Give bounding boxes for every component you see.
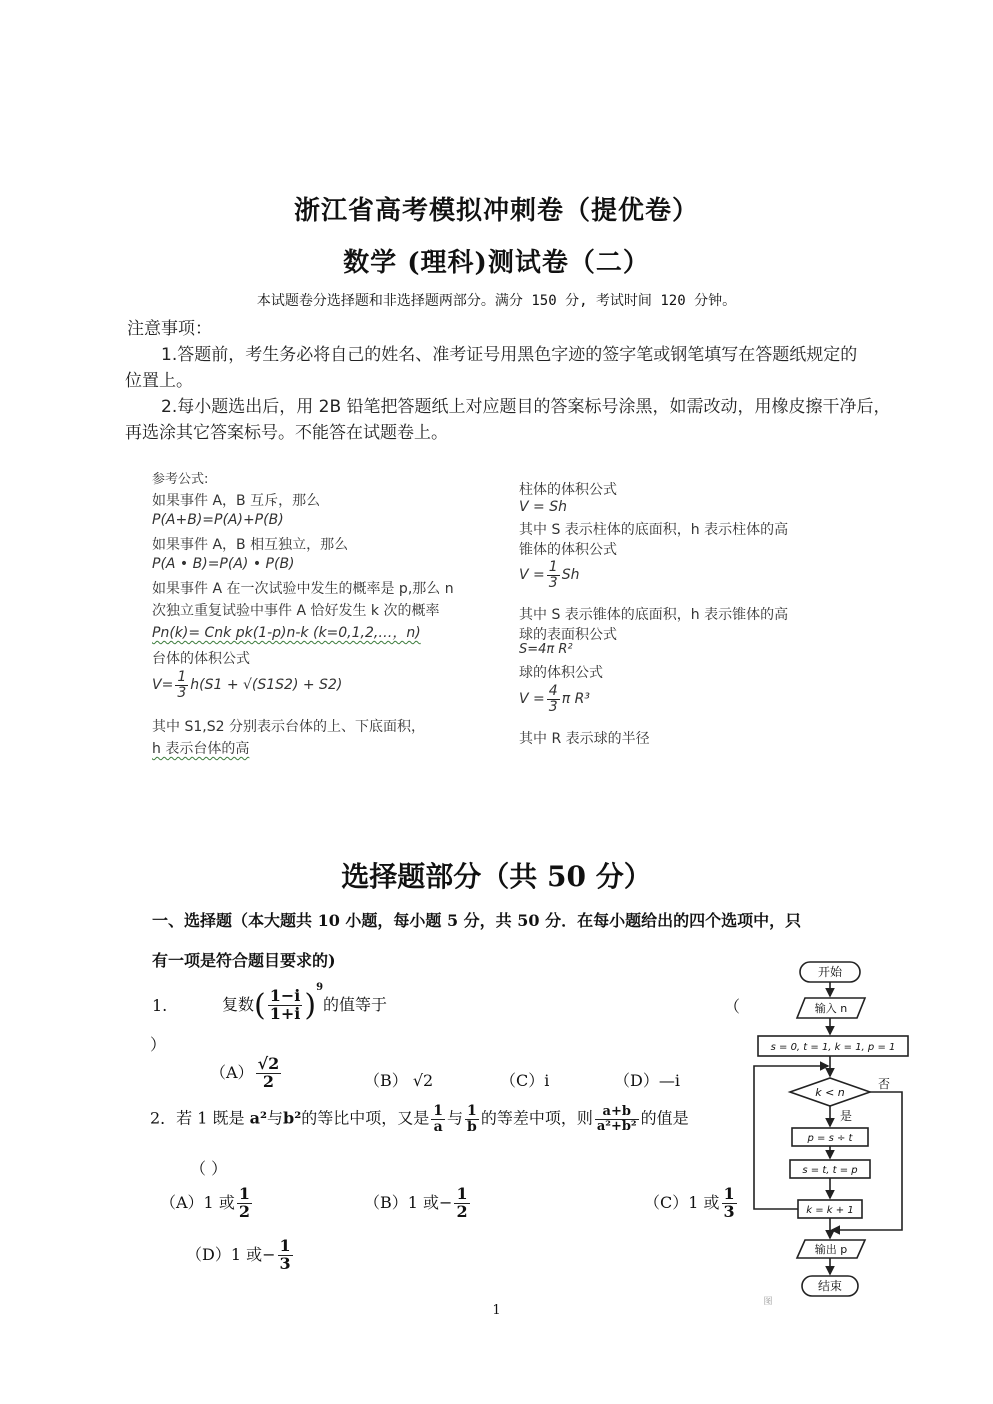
q1-exponent: 9 [316, 982, 324, 993]
flow-output-label: 输出 p [814, 1243, 848, 1256]
q1-fraction [268, 988, 303, 1023]
q1-text: 复数 [222, 995, 255, 1014]
q1-stem [222, 982, 387, 1023]
flow-start-label: 开始 [817, 965, 843, 979]
formula-right-line: S=4π R² [519, 642, 573, 657]
q2-option-c [644, 1186, 739, 1221]
section-title: 选择题部分（共 50 分） [341, 860, 652, 893]
numerator: 1−i [269, 986, 301, 1006]
fraction [547, 560, 560, 590]
denominator: 3 [279, 1253, 291, 1273]
section-instruction-line1: 一、选择题（本大题共 10 小题，每小题 5 分，共 50 分．在每小题给出的四个选项中，只 [152, 911, 802, 930]
flow-step2-label: s = t, t = p [802, 1165, 858, 1176]
denominator: a²+b² [596, 1118, 637, 1134]
notice-item1-line2: 位置上。 [125, 371, 193, 391]
flowchart [748, 958, 918, 1308]
denominator: 3 [548, 698, 558, 715]
flow-yes-label: 是 [839, 1109, 853, 1123]
frustum-volume-formula [152, 670, 342, 700]
numerator: √2 [257, 1054, 280, 1073]
flow-no-label: 否 [877, 1077, 891, 1091]
denominator: a [433, 1118, 443, 1135]
q1-text: 的值等于 [323, 995, 388, 1014]
q2-text: 与 [267, 1108, 284, 1128]
option-label: （B）1 或− [364, 1192, 453, 1212]
notice-heading: 注意事项： [127, 319, 212, 339]
denominator: 3 [177, 684, 187, 701]
formula-right-line: 球的体积公式 [519, 665, 603, 681]
option-label: （A）1 或 [160, 1192, 235, 1212]
option-label: （A） [210, 1062, 254, 1082]
formula-right-line: V = Sh [519, 499, 567, 515]
flow-input-label: 输入 n [814, 1002, 848, 1015]
formula-left-line: 台体的体积公式 [152, 651, 250, 667]
option-fraction [237, 1186, 252, 1221]
flow-init-label: s = 0, t = 1, k = 1, p = 1 [770, 1042, 896, 1053]
q2-text: 2．若 1 既是 [150, 1108, 245, 1128]
q2-text: 的值是 [640, 1108, 689, 1128]
q2-text: 与 [447, 1108, 464, 1128]
numerator: 1 [548, 559, 558, 575]
fraction [547, 684, 560, 714]
notice-item1-line1: 1.答题前，考生务必将自己的姓名、准考证号用黑色字迹的签字笔或钢笔填写在答题纸规定的 [161, 345, 858, 365]
formula-rest: π R³ [561, 691, 590, 708]
denominator: 1+i [269, 1004, 301, 1023]
notice-item2-line2: 再选涂其它答案标号。不能答在试题卷上。 [125, 423, 448, 443]
q2-fraction [465, 1104, 479, 1134]
formula-left-line: h 表示台体的高 [152, 741, 250, 757]
formula-left-line: 如果事件 A，B 相互独立，那么 [152, 537, 349, 553]
q1-answer-paren-close: ） [150, 1035, 167, 1054]
option-label: （D）1 或− [186, 1244, 276, 1264]
option-label: （C）1 或 [644, 1192, 720, 1212]
paren-left: ( [254, 988, 266, 1023]
formula-left-line: 其中 S1,S2 分别表示台体的上、下底面积， [152, 719, 425, 735]
sphere-volume-formula [519, 684, 590, 714]
numerator: 1 [456, 1184, 468, 1203]
formula-right-line: 其中 R 表示球的半径 [519, 731, 650, 747]
formula-prefix: V= [152, 677, 174, 694]
formula-right-line: 其中 S 表示柱体的底面积，h 表示柱体的高 [519, 522, 789, 538]
exam-subtitle: 数学 (理科)测试卷（二） [343, 248, 650, 278]
q2-option-b [364, 1186, 472, 1221]
numerator: 1 [238, 1184, 250, 1203]
q1-option-c: （C）i [500, 1071, 550, 1090]
q2-fraction [431, 1104, 445, 1134]
numerator: 1 [177, 669, 187, 685]
flow-step1-label: p = s ÷ t [807, 1133, 853, 1144]
q2-text: 的等差中项，则 [480, 1108, 593, 1128]
flow-caption: 图 [763, 1297, 773, 1307]
numerator: 1 [723, 1184, 735, 1203]
q1-option-b: （B） √2 [364, 1071, 434, 1090]
flow-end-label: 结束 [817, 1279, 843, 1293]
formula-rest: h(S1 + √(S1S2) + S2) [190, 677, 343, 694]
exam-title: 浙江省高考模拟冲刺卷（提优卷） [293, 196, 699, 226]
denominator: 3 [723, 1201, 735, 1221]
notice-item2-line1: 2.每小题选出后，用 2B 铅笔把答题纸上对应题目的答案标号涂黑，如需改动，用橡皮擦干净后， [161, 397, 891, 417]
paren-right: ) [304, 988, 317, 1023]
option-fraction [278, 1238, 293, 1273]
q2-text: 的等比中项，又是 [301, 1108, 430, 1128]
formula-right-line: 球的表面积公式 [519, 627, 617, 643]
flow-condition-label: k < n [815, 1086, 845, 1099]
denominator: 2 [456, 1201, 468, 1221]
q2-math: a² [249, 1108, 268, 1128]
formula-rest: Sh [561, 567, 580, 584]
denominator: b [467, 1118, 477, 1135]
q2-option-d [186, 1238, 295, 1273]
q2-answer-paren: （ ） [190, 1159, 228, 1178]
option-fraction [722, 1186, 737, 1221]
q2-fraction [595, 1105, 639, 1133]
denominator: 2 [262, 1071, 274, 1091]
numerator: 4 [548, 683, 558, 699]
q2-math: b² [283, 1108, 302, 1128]
formula-right-line: 柱体的体积公式 [519, 482, 617, 498]
formula-right-line: 其中 S 表示锥体的底面积，h 表示锥体的高 [519, 607, 789, 623]
cone-volume-formula [519, 560, 579, 590]
fraction [175, 670, 188, 700]
formula-left-line: 如果事件 A 在一次试验中发生的概率是 p,那么 n [152, 581, 454, 597]
numerator: 1 [465, 1104, 479, 1120]
section-instruction-line2: 有一项是符合题目要求的) [152, 951, 336, 970]
q1-number: 1. [152, 996, 168, 1015]
formula-left-line: P(A • B)=P(A) • P(B) [152, 556, 295, 572]
q1-option-a [210, 1056, 283, 1091]
q1-option-d: （D）—i [614, 1071, 680, 1090]
denominator: 3 [548, 574, 558, 591]
formula-left-line: P(A+B)=P(A)+P(B) [152, 512, 284, 528]
q1-answer-paren-open: （ [724, 997, 741, 1016]
formula-left-line: Pn(k)= Cnk pk(1-p)n-k (k=0,1,2,…，n) [152, 625, 421, 641]
numerator: a+b [595, 1105, 639, 1120]
flow-step3-label: k = k + 1 [806, 1205, 854, 1216]
numerator: 1 [279, 1236, 291, 1255]
formula-prefix: V = [519, 567, 545, 584]
numerator: 1 [433, 1103, 443, 1119]
formula-heading: 参考公式: [152, 472, 209, 487]
option-fraction [454, 1186, 469, 1221]
q2-option-a [160, 1186, 254, 1221]
option-fraction [256, 1056, 282, 1091]
q2-stem [150, 1104, 689, 1134]
denominator: 2 [238, 1201, 250, 1221]
formula-prefix: V = [519, 691, 545, 708]
formula-left-line: 如果事件 A，B 互斥，那么 [152, 493, 321, 509]
page-number: 1 [492, 1303, 501, 1318]
formula-right-line: 锥体的体积公式 [519, 542, 617, 558]
formula-left-line: 次独立重复试验中事件 A 恰好发生 k 次的概率 [152, 603, 440, 619]
exam-info: 本试题卷分选择题和非选择题两部分。满分 150 分, 考试时间 120 分钟。 [256, 293, 737, 309]
